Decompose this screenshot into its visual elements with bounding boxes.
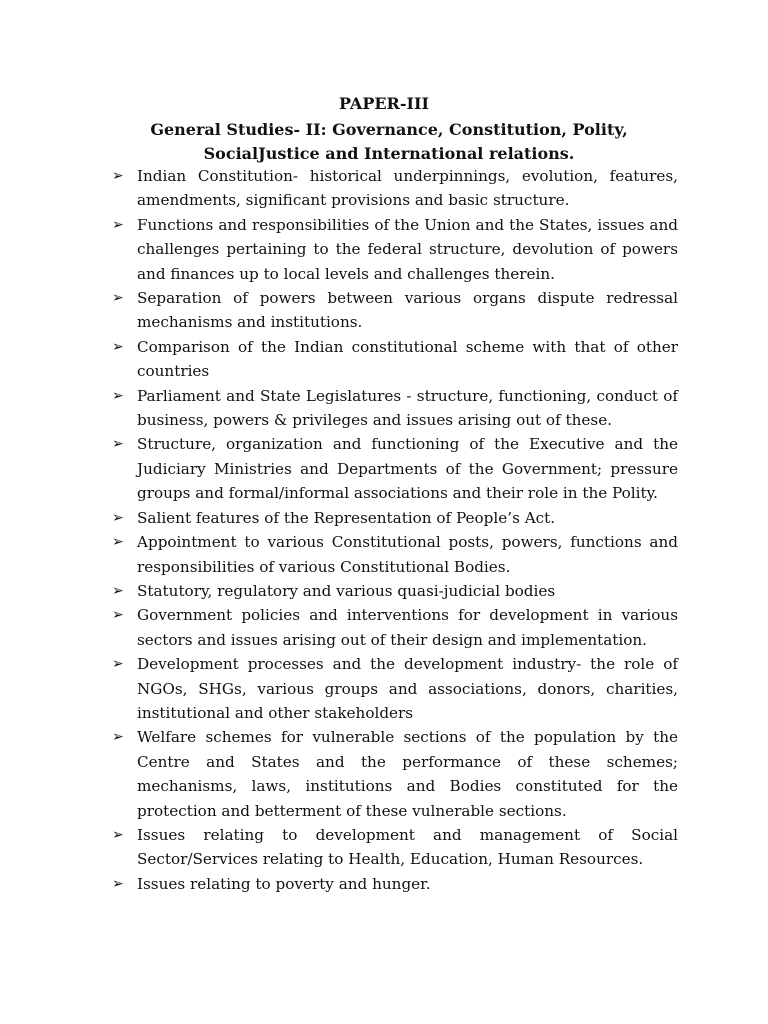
arrow-bullet-icon: ➢ [112,729,124,746]
arrow-bullet-icon: ➢ [112,875,124,892]
list-item [0,652,768,725]
arrow-bullet-icon: ➢ [112,216,124,233]
arrow-bullet-icon: ➢ [112,534,124,551]
arrow-bullet-icon: ➢ [112,656,124,673]
arrow-bullet-icon: ➢ [112,168,124,184]
list-item [0,506,768,530]
arrow-bullet-icon: ➢ [112,290,124,307]
list-item [0,164,768,213]
list-item-text: Appointment to various Constitutional posts, powers, functions and responsibilities of various Constitutional Bodies. [137,533,678,576]
arrow-bullet-icon: ➢ [112,582,124,599]
list-item [0,432,768,505]
paper-title: PAPER-III [339,94,429,113]
list-item-text: Parliament and State Legislatures - structure, functioning, conduct of business, powers & privileges and issues arising out of these. [137,386,678,430]
list-item-text: Indian Constitution- historical underpinnings, evolution, features, amendments, significant provisions and basic structure. [137,167,678,210]
list-item-text: Separation of powers between various organs dispute redressal mechanisms and institutions. [137,289,678,332]
list-item [0,335,768,384]
list-item [0,603,768,652]
paper-subtitle: General Studies- II: Governance, Constitution, Polity, SocialJustice and International relations. [150,120,628,163]
list-item-text: Structure, organization and functioning of the Executive and the Judiciary Ministries and Departments of the Government; pressure groups and formal/informal associations and their role in the Polity. [137,435,678,503]
list-item-text: Development processes and the development industry- the role of NGOs, SHGs, various groups and associations, donors, charities, institutional and other stakeholders [137,655,678,722]
list-item-text: Welfare schemes for vulnerable sections of the population by the Centre and States and the performance of these schemes; mechanisms, laws, institutions and Bodies constituted for the protection and betterment of these vulnerable sections. [137,728,678,820]
list-item-text: Statutory, regulatory and various quasi-judicial bodies [137,581,556,600]
list-item [0,384,768,433]
list-item [0,286,768,335]
arrow-bullet-icon: ➢ [112,509,124,526]
list-item [0,530,768,579]
list-item [0,579,768,603]
list-item-text: Government policies and interventions for development in various sectors and issues arising out of their design and implementation. [137,606,678,649]
list-item-text: Comparison of the Indian constitutional scheme with that of other countries [137,337,678,381]
arrow-bullet-icon: ➢ [112,338,124,355]
list-item-text: Salient features of the Representation of People’s Act. [137,508,556,527]
list-item-text: Issues relating to poverty and hunger. [137,874,431,893]
list-item-text: Functions and responsibilities of the Union and the States, issues and challenges pertaining to the federal structure, devolution of powers and finances up to local levels and challenges therein. [137,215,678,283]
list-item [0,823,768,872]
list-item-text: Issues relating to development and management of Social Sector/Services relating to Health, Education, Human Resources. [137,825,678,869]
arrow-bullet-icon: ➢ [112,826,124,843]
list-item [0,725,768,823]
list-item [0,213,768,286]
arrow-bullet-icon: ➢ [112,436,124,453]
arrow-bullet-icon: ➢ [112,387,124,404]
list-item [0,872,768,896]
arrow-bullet-icon: ➢ [112,607,124,624]
topic-list [0,164,768,896]
